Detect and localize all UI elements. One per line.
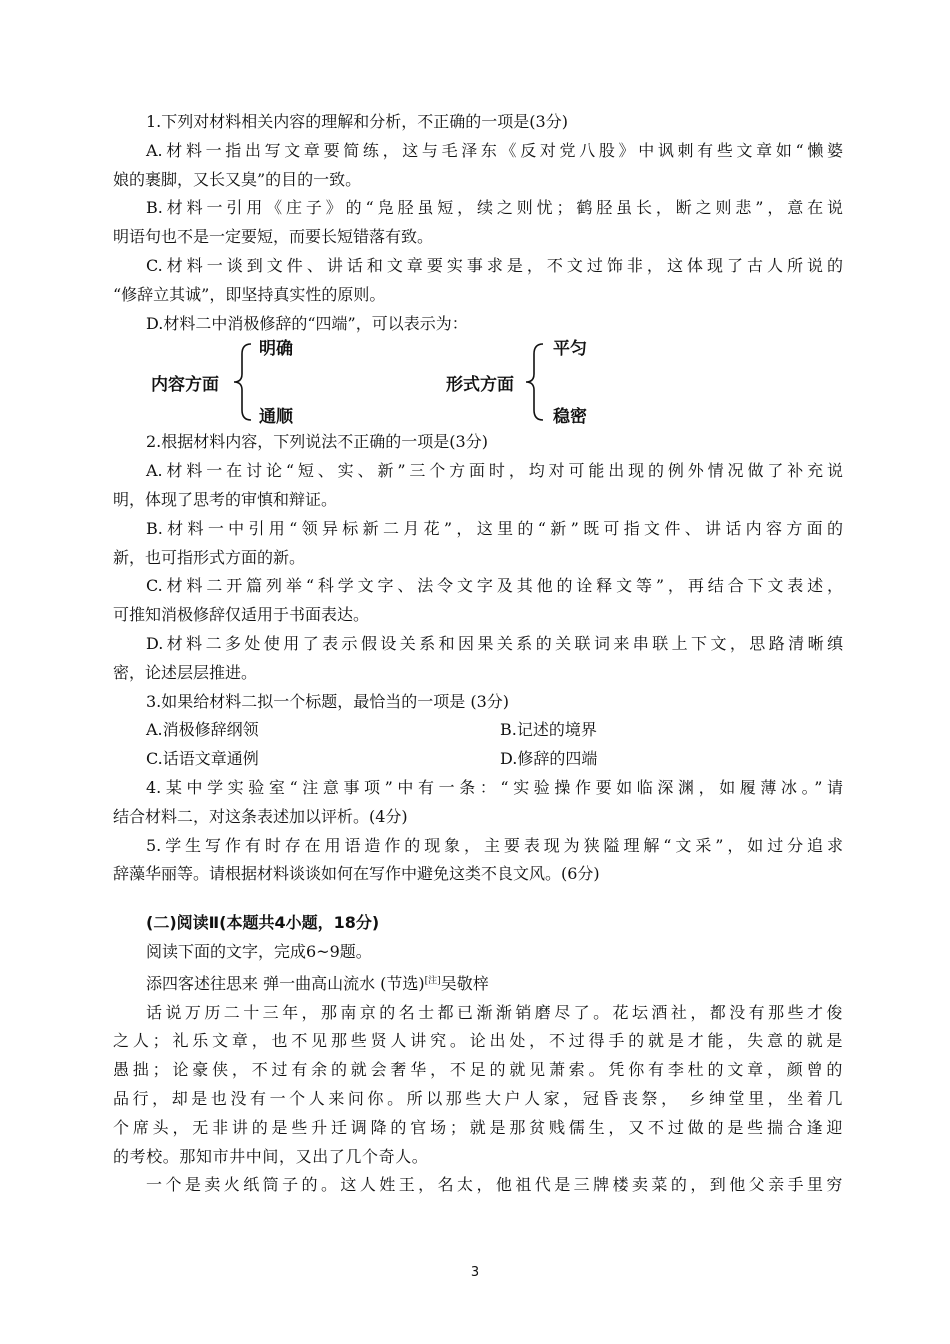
q2-option-b-line1: B.材料一中引用“领异标新二月花”，这里的“新”既可指文件、讲话内容方面的	[146, 518, 843, 538]
q2-option-a-line2: 明，体现了思考的审慎和辩证。	[113, 489, 338, 509]
q3-option-b: B.记述的境界	[500, 720, 597, 740]
passage-line: 话说万历二十三年，那南京的名士都已渐渐销磨尽了。花坛酒社，都没有那些才俊	[146, 1002, 843, 1022]
q1-option-a-line2: 娘的裹脚，又长又臭”的目的一致。	[113, 169, 362, 189]
passage-line: 品行，却是也没有一个人来问你。所以那些大户人家，冠昏丧祭， 乡绅堂里，坐着几	[113, 1088, 843, 1108]
passage-line: 个席头，无非讲的是些升迁调降的官场；就是那贫贱儒生，又不过做的是些揣合逢迎	[113, 1117, 843, 1137]
q2-option-c-line1: C.材料二开篇列举“科学文字、法令文字及其他的诠释文等”，再结合下文表述，	[146, 576, 843, 596]
q1-option-d: D.材料二中消极修辞的“四端”，可以表示为：	[146, 313, 468, 333]
q4-line2: 结合材料二，对这条表述加以评析。(4分)	[113, 806, 408, 826]
q3-option-a: A.消极修辞纲领	[146, 720, 259, 740]
right-brace-icon	[523, 342, 545, 422]
q1-option-c-line2: “修辞立其诚”，即坚持真实性的原则。	[113, 284, 386, 304]
passage-line: 一个是卖火纸筒子的。这人姓王，名太，他祖代是三牌楼卖菜的，到他父亲手里穷	[146, 1175, 843, 1195]
diagram-right-bottom: 稳密	[553, 407, 587, 428]
q2-option-b-line2: 新，也可指形式方面的新。	[113, 547, 306, 567]
passage-title-main: 添四客述往思来 弹一曲高山流水 (节选)	[146, 973, 425, 993]
diagram-right-top: 平匀	[553, 339, 587, 360]
page-number: 3	[470, 1265, 480, 1280]
q3-stem: 3.如果给材料二拟一个标题，最恰当的一项是 (3分)	[146, 691, 510, 711]
exam-page	[113, 108, 843, 1200]
passage-title-note: [注]	[424, 975, 441, 986]
diagram-left-label: 内容方面	[151, 375, 219, 396]
diagram-right-label: 形式方面	[446, 375, 514, 396]
q2-option-d-line2: 密，论述层层推进。	[113, 662, 258, 682]
q1-stem: 1.下列对材料相关内容的理解和分析，不正确的一项是(3分)	[146, 112, 568, 131]
diagram-left-top: 明确	[259, 339, 293, 360]
passage-line: 之人；礼乐文章，也不见那些贤人讲究。论出处，不过得手的就是才能，失意的就是	[113, 1031, 843, 1051]
q1-option-a-line1: A.材料一指出写文章要简练，这与毛泽东《反对党八股》中讽刺有些文章如“懒婆	[146, 140, 843, 160]
q3-options-row2	[113, 745, 843, 774]
q2-option-a-line1: A.材料一在讨论“短、实、新”三个方面时，均对可能出现的例外情况做了补充说	[146, 461, 843, 481]
passage-line: 愚拙；论豪侠，不过有余的就会奢华，不足的就见萧索。凭你有李杜的文章，颜曾的	[113, 1060, 843, 1080]
q5-line1: 5.学生写作有时存在用语造作的现象，主要表现为狭隘理解“文采”，如过分追求	[146, 835, 843, 855]
q1-option-b-line2: 明语句也不是一定要短，而要长短错落有致。	[113, 227, 434, 247]
q3-options-row1	[113, 716, 843, 745]
four-ends-diagram	[113, 339, 843, 428]
passage-author: 吴敬梓	[440, 973, 489, 993]
q3-option-d: D.修辞的四端	[500, 749, 598, 769]
q2-option-c-line2: 可推知消极修辞仅适用于书面表达。	[113, 605, 370, 625]
passage-title	[113, 967, 843, 999]
diagram-left-bottom: 通顺	[259, 407, 293, 428]
section-heading: (二)阅读Ⅱ(本题共4小题，18分)	[146, 913, 380, 933]
q1-option-b-line1: B.材料一引用《庄子》的“凫胫虽短，续之则忧；鹤胫虽长，断之则悲”，意在说	[146, 198, 843, 218]
passage-line: 的考校。那知市井中间，又出了几个奇人。	[113, 1146, 429, 1166]
q1-option-c-line1: C.材料一谈到文件、讲话和文章要实事求是，不文过饰非，这体现了古人所说的	[146, 255, 843, 275]
section-instruction: 阅读下面的文字，完成6~9题。	[146, 941, 372, 961]
q3-option-c: C.话语文章通例	[146, 749, 259, 769]
passage-body	[113, 999, 843, 1201]
q2-stem: 2.根据材料内容，下列说法不正确的一项是(3分)	[146, 432, 488, 452]
q2-option-d-line1: D.材料二多处使用了表示假设关系和因果关系的关联词来串联上下文，思路清晰缜	[146, 633, 843, 653]
left-brace-icon	[231, 342, 253, 422]
q4-line1: 4.某中学实验室“注意事项”中有一条：“实验操作要如临深渊，如履薄冰。”请	[146, 777, 843, 797]
q5-line2: 辞藻华丽等。请根据材料谈谈如何在写作中避免这类不良文风。(6分)	[113, 864, 600, 884]
